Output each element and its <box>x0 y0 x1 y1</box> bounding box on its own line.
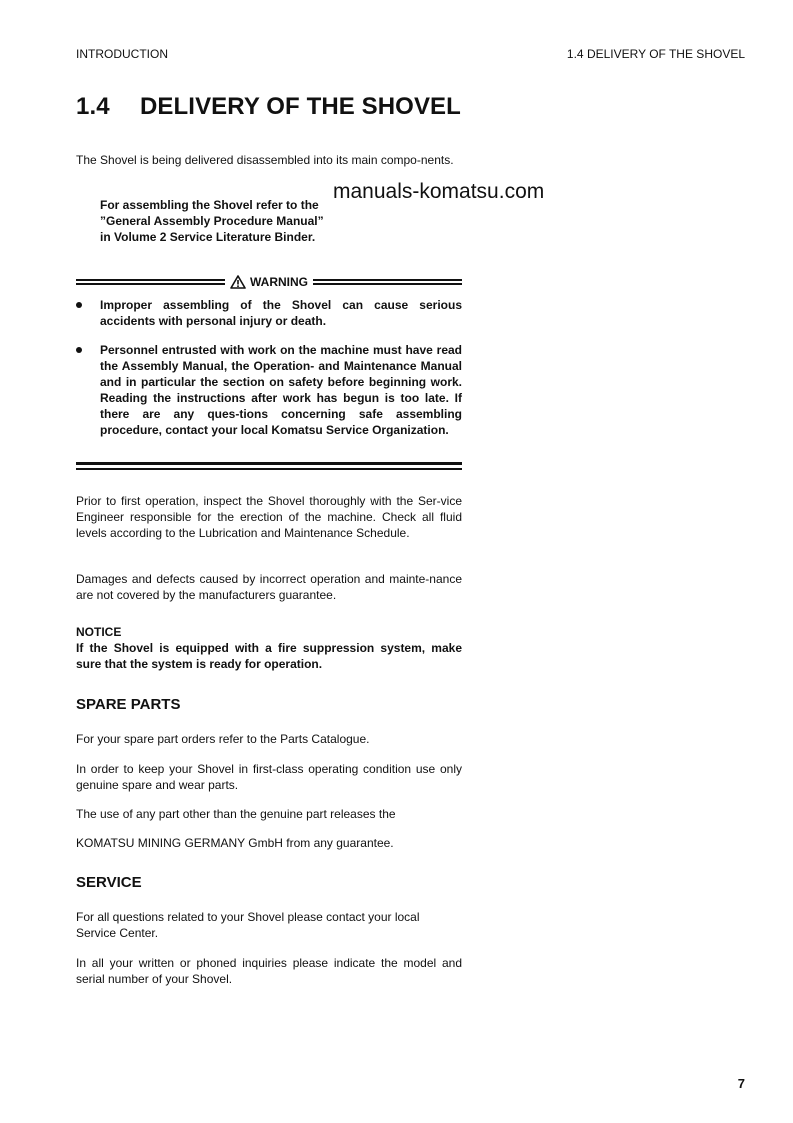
warning-item-text: Personnel entrusted with work on the machine must have read the Assembly Manual, the Operation- and Maintenance Manual and in particular the section on safety before beginning work. Reading the instructions after work has begun is too late. If there are any ques-tions concerning safe assembling procedure, contact your local Komatsu Service Organization. <box>100 343 462 437</box>
bullet-icon <box>76 347 82 353</box>
spare-parts-paragraph: KOMATSU MINING GERMANY GmbH from any guarantee. <box>76 836 394 850</box>
section-number: 1.4 <box>76 93 110 120</box>
bullet-icon <box>76 302 82 308</box>
assembly-note-line: in Volume 2 Service Literature Binder. <box>100 230 316 244</box>
service-paragraph: In all your written or phoned inquiries please indicate the model and serial number of your Shovel. <box>76 956 462 986</box>
intro-paragraph: The Shovel is being delivered disassembled into its main compo-nents. <box>76 153 454 167</box>
page-number: 7 <box>737 1076 745 1091</box>
running-header-left: INTRODUCTION <box>76 47 168 61</box>
warning-item <box>76 297 462 329</box>
warning-label: WARNING <box>250 275 308 289</box>
spare-parts-heading: SPARE PARTS <box>76 696 181 713</box>
assembly-note <box>100 197 462 245</box>
warning-item <box>76 342 462 438</box>
page-title <box>76 93 461 121</box>
warning-item-text: Improper assembling of the Shovel can cause serious accidents with personal injury or death. <box>100 298 462 328</box>
inspection-paragraph: Prior to first operation, inspect the Shovel thoroughly with the Ser-vice Engineer responsible for the erection of the machine. Check all fluid levels according to the Lubrication and Maintenance Schedule. <box>76 494 462 540</box>
spare-parts-paragraph: In order to keep your Shovel in first-class operating condition use only genuine spare and wear parts. <box>76 762 462 792</box>
assembly-note-line: ”General Assembly Procedure Manual” <box>100 214 324 228</box>
damages-paragraph: Damages and defects caused by incorrect operation and mainte-nance are not covered by the manufacturers guarantee. <box>76 572 462 602</box>
notice-text: If the Shovel is equipped with a fire suppression system, make sure that the system is ready for operation. <box>76 641 462 671</box>
warning-triangle-icon <box>230 275 246 289</box>
spare-parts-paragraph: The use of any part other than the genuine part releases the <box>76 807 396 821</box>
section-title: DELIVERY OF THE SHOVEL <box>140 93 461 120</box>
service-heading: SERVICE <box>76 874 142 891</box>
running-header-right: 1.4 DELIVERY OF THE SHOVEL <box>566 47 745 61</box>
spare-parts-paragraph: For your spare part orders refer to the Parts Catalogue. <box>76 732 370 746</box>
watermark-link[interactable]: manuals-komatsu.com <box>333 180 545 203</box>
assembly-note-line: For assembling the Shovel refer to the <box>100 198 319 212</box>
service-paragraph: For all questions related to your Shovel please contact your local Service Center. <box>76 910 420 940</box>
notice-label: NOTICE <box>76 625 122 639</box>
warning-banner <box>76 274 462 290</box>
